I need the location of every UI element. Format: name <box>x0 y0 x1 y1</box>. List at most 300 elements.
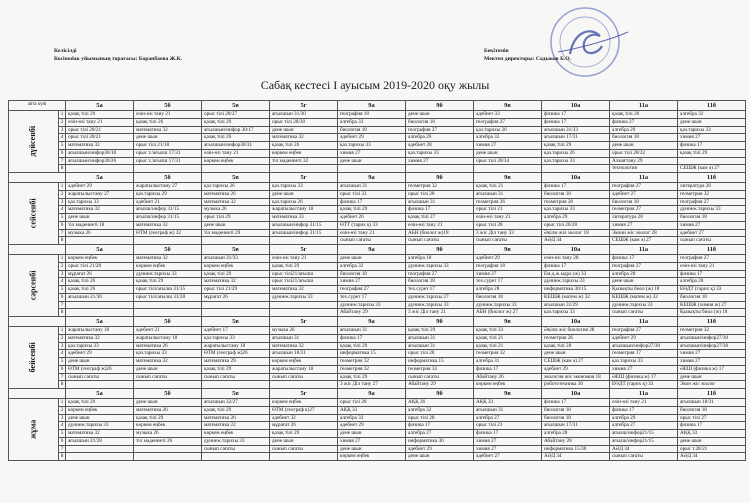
lesson-cell: ағылшын/инфор27/30 <box>678 334 746 342</box>
lesson-cell <box>134 165 202 173</box>
lesson-cell: математика 32 <box>66 142 134 150</box>
lesson-cell: физика 17 <box>610 255 678 263</box>
lesson-cell: дене шын <box>678 373 746 381</box>
lesson-cell: әдебиет 29 <box>406 445 474 453</box>
lesson-cell: алгебра 32 <box>338 262 406 270</box>
lesson-cell: жаратылыстану 18 <box>270 206 338 214</box>
class-header-9б: 9б <box>406 389 474 399</box>
weekday-label: сәрсенбі <box>28 270 38 300</box>
lesson-cell: химия 27 <box>406 157 474 165</box>
lesson-cell <box>134 309 202 317</box>
lesson-cell: физика 17 <box>338 334 406 342</box>
lesson-row <box>9 165 746 173</box>
lesson-number: 4 <box>59 278 66 286</box>
lesson-cell <box>338 165 406 173</box>
lesson-cell: дене шын <box>542 350 610 358</box>
class-header-row <box>9 101 746 111</box>
lesson-cell: математика 32 <box>134 358 202 366</box>
lesson-cell: дене шын <box>678 437 746 445</box>
lesson-cell: ағылшын/инфор30/18 <box>66 149 134 157</box>
class-header-5г: 5г <box>270 245 338 255</box>
class-header-row <box>9 173 746 183</box>
lesson-cell: қазақ тілі 29 <box>202 118 270 126</box>
lesson-number: 5 <box>59 214 66 222</box>
lesson-cell: орыс тілі 28/34 <box>474 157 542 165</box>
lesson-cell: ағылшын/инфор30/31 <box>202 142 270 150</box>
lesson-number: 5 <box>59 142 66 150</box>
lesson-cell: ӨТМ (географ ж) 32 <box>134 229 202 237</box>
lesson-cell: көркем еңбек <box>338 453 406 461</box>
lesson-cell: дүниеж.тарихы 33 <box>474 301 542 309</box>
lesson-cell: дене шын <box>270 437 338 445</box>
lesson-cell: ӘЕШ (физика ж) 17 <box>678 365 746 373</box>
lesson-cell <box>202 237 270 245</box>
lesson-cell: геометрия 32 <box>474 350 542 358</box>
lesson-cell: орыс тілі 28/21 <box>66 134 134 142</box>
class-header-5г: 5г <box>270 317 338 327</box>
lesson-cell <box>202 301 270 309</box>
lesson-cell: ағылшын/инфор 31/15 <box>270 221 338 229</box>
lesson-cell: география 27 <box>406 270 474 278</box>
lesson-cell: көркем еңбек <box>202 157 270 165</box>
lesson-cell: әдебиет 27 <box>678 229 746 237</box>
lesson-cell: физика 17 <box>474 430 542 438</box>
lesson-row <box>9 111 746 119</box>
lesson-cell: қазақ тілі 29 <box>338 342 406 350</box>
lesson-cell: геометрия 26 <box>474 198 542 206</box>
lesson-cell: ағылшын 31 <box>270 334 338 342</box>
lesson-cell: АҚҚ 26 <box>406 399 474 407</box>
lesson-cell: физика 17 <box>610 406 678 414</box>
lesson-cell: орыс тілі 28/21 <box>66 126 134 134</box>
lesson-cell: биология 18 <box>406 118 474 126</box>
lesson-cell: музыка 26 <box>134 430 202 438</box>
lesson-cell: Қызықты биол (ж) 18 <box>610 286 678 294</box>
lesson-cell: өзін-өзі тану 21 <box>474 214 542 222</box>
lesson-number: 7 <box>59 373 66 381</box>
lesson-cell: АӘД 34 <box>542 237 610 245</box>
lesson-cell: КЕШЖ (матем ж) 32 <box>542 293 610 301</box>
lesson-cell: ағылшын 31 <box>474 190 542 198</box>
lesson-cell: алгебра 32 <box>406 406 474 414</box>
lesson-number: 8 <box>59 165 66 173</box>
weekday-label: дүйсенбі <box>28 125 38 157</box>
lesson-cell: ағылшын/инфор 30/17 <box>202 126 270 134</box>
lesson-cell: биология 18 <box>338 126 406 134</box>
lesson-cell: геометрия 32 <box>338 358 406 366</box>
lesson-cell: орыс тілі 28 <box>406 190 474 198</box>
lesson-cell: Қызықты биол (ж) 18 <box>678 309 746 317</box>
lesson-cell: қазақ тілі 26 <box>202 134 270 142</box>
lesson-cell: қаз.тарихы 33 <box>338 142 406 150</box>
weekday-cell <box>9 255 59 317</box>
lesson-cell: дүниеж.тарихы 33 <box>134 270 202 278</box>
lesson-cell: ағылш/инфор 31/15 <box>134 206 202 214</box>
lesson-cell: биология 18 <box>610 198 678 206</box>
class-header-row <box>9 317 746 327</box>
lesson-cell: қазақ тілі 21 <box>474 342 542 350</box>
lesson-cell: сынып сағаты <box>338 237 406 245</box>
lesson-cell: орыс тілі 26/28 <box>542 221 610 229</box>
lesson-number: 3 <box>59 198 66 206</box>
lesson-cell: дене шын <box>202 221 270 229</box>
lesson-cell: көркем еңбек <box>474 381 542 389</box>
lesson-number: 3 <box>59 342 66 350</box>
lesson-cell: ағылшын/инфор 31/15 <box>270 229 338 237</box>
approve-label: Бекітемін <box>484 48 509 54</box>
lesson-cell: алгебра 33 <box>474 134 542 142</box>
lesson-cell: ағылш/инфор21/15 <box>610 430 678 438</box>
lesson-cell: ағылшын 31 <box>338 327 406 335</box>
lesson-cell: ағылшын 31 <box>406 342 474 350</box>
lesson-cell: әдебиет 32 <box>270 414 338 422</box>
lesson-cell: география 27 <box>610 262 678 270</box>
lesson-row <box>9 255 746 263</box>
lesson-cell: химия 27 <box>338 149 406 157</box>
lesson-cell: дене шын <box>270 190 338 198</box>
lesson-cell: жаратылыстану 18 <box>270 365 338 373</box>
lesson-cell: тех.сурет 17 <box>338 293 406 301</box>
lesson-number: 7 <box>59 301 66 309</box>
lesson-cell: алгебра 18 <box>406 255 474 263</box>
lesson-cell: ЕӨДТ (тарих қ) 33 <box>678 286 746 294</box>
lesson-cell: алгебра 28 <box>542 430 610 438</box>
lesson-cell: өзін-өзі тану 21 <box>270 255 338 263</box>
lesson-cell: АҚҚ 33 <box>678 430 746 438</box>
class-header-row <box>9 245 746 255</box>
lesson-cell: көркем еңбек <box>66 406 134 414</box>
lesson-number: 3 <box>59 270 66 278</box>
lesson-cell: биология 18 <box>542 190 610 198</box>
lesson-cell: химия 27 <box>474 445 542 453</box>
lesson-cell: АӘД 34 <box>542 453 610 461</box>
lesson-cell: геометрия 26 <box>542 334 610 342</box>
lesson-cell: қазақ тілі 29 <box>542 142 610 150</box>
lesson-cell: математика 32 <box>270 342 338 350</box>
lesson-cell <box>66 237 134 245</box>
lesson-cell: әдебиет 29 <box>66 183 134 191</box>
lesson-cell: қазақ тілі 29 <box>66 111 134 119</box>
lesson-cell: биология 18 <box>474 293 542 301</box>
lesson-number: 6 <box>59 221 66 229</box>
lesson-cell: химия 27 <box>474 142 542 150</box>
lesson-cell: геометрия 17 <box>610 350 678 358</box>
lesson-row <box>9 286 746 294</box>
lesson-cell <box>134 453 202 461</box>
lesson-cell: биология 18 <box>678 406 746 414</box>
lesson-cell: қазақ тілі 33 <box>474 327 542 335</box>
lesson-cell: көркем еңбек <box>202 430 270 438</box>
lesson-cell: қаз.тарихы 26 <box>474 126 542 134</box>
lesson-row <box>9 334 746 342</box>
lesson-cell: қазақ тілі 29 <box>338 206 406 214</box>
lesson-cell <box>134 301 202 309</box>
lesson-cell: әдебиет 21 <box>134 327 202 335</box>
lesson-row <box>9 270 746 278</box>
approval-block-right <box>484 47 571 63</box>
lesson-cell <box>66 445 134 453</box>
lesson-cell: ағылшын 17/31 <box>542 422 610 430</box>
lesson-cell: сынып сағаты <box>202 445 270 453</box>
lesson-cell: жаратылыстану 18 <box>134 334 202 342</box>
lesson-cell: дүниеж.тарихы 33 <box>270 293 338 301</box>
lesson-cell: ағылшын 32/27 <box>202 399 270 407</box>
lesson-cell: информатика 30 <box>406 437 474 445</box>
lesson-cell: сынып сағаты <box>610 309 678 317</box>
class-header-5в: 5в <box>202 173 270 183</box>
class-header-9а: 9а <box>338 389 406 399</box>
lesson-cell: Абайтану 26 <box>474 373 542 381</box>
lesson-cell: биология 18 <box>678 293 746 301</box>
class-header-11а: 11а <box>610 389 678 399</box>
lesson-cell: өзін-өзі тану 21 <box>610 399 678 407</box>
weekday-cell <box>9 183 59 245</box>
lesson-cell: орыс т./ағылш 17/31 <box>134 149 202 157</box>
lesson-cell: литература 28 <box>610 214 678 222</box>
lesson-cell: ӨТМ (географ ж)26 <box>202 350 270 358</box>
lesson-number: 1 <box>59 183 66 191</box>
class-header-10а: 10а <box>542 317 610 327</box>
lesson-number: 2 <box>59 262 66 270</box>
lesson-cell: литература 28 <box>678 183 746 191</box>
lesson-cell: физика 17 <box>678 422 746 430</box>
lesson-cell: ағылшын/инфор27/30 <box>610 342 678 350</box>
lesson-cell: сынып сағаты <box>270 373 338 381</box>
weekday-cell <box>9 327 59 389</box>
lesson-cell: музыка 26 <box>202 206 270 214</box>
lesson-cell: дене шын <box>66 414 134 422</box>
lesson-cell: география 27 <box>610 183 678 191</box>
lesson-cell: физика 17 <box>474 365 542 373</box>
lesson-cell: информатика 15 <box>406 358 474 366</box>
lesson-cell <box>270 381 338 389</box>
weekday-column-header <box>9 317 66 327</box>
lesson-number: 5 <box>59 286 66 294</box>
lesson-row <box>9 422 746 430</box>
school-seal-icon <box>540 2 630 82</box>
lesson-cell: қаз.тарихы 33 <box>202 334 270 342</box>
lesson-cell: геометрия 33 <box>406 365 474 373</box>
lesson-cell: геометрия 27 <box>610 206 678 214</box>
lesson-number: 7 <box>59 157 66 165</box>
lesson-cell: өзін-өзі тану 21 <box>134 111 202 119</box>
lesson-row <box>9 134 746 142</box>
lesson-cell: дене шын <box>406 453 474 461</box>
lesson-cell: дүниеж.тарихы 33 <box>678 206 746 214</box>
lesson-number: 4 <box>59 422 66 430</box>
agreed-label: Келісілді <box>54 48 77 54</box>
lesson-row <box>9 183 746 191</box>
lesson-cell: химия 27 <box>678 134 746 142</box>
lesson-cell: әдебиет 29 <box>338 422 406 430</box>
lesson-cell: әдебиет 27 <box>610 190 678 198</box>
weekday-cell <box>9 111 59 173</box>
lesson-cell: орыс тілі 29 <box>202 214 270 222</box>
lesson-cell: сынып сағаты <box>202 373 270 381</box>
lesson-cell: қаз.тарихы 26 <box>202 183 270 191</box>
lesson-cell: дене шын <box>338 430 406 438</box>
lesson-cell: химия 27 <box>610 221 678 229</box>
lesson-number: 7 <box>59 229 66 237</box>
lesson-row <box>9 278 746 286</box>
lesson-cell: физика 17 <box>338 198 406 206</box>
lesson-cell: орыс тілі21/ағылш <box>270 278 338 286</box>
class-header-10а: 10а <box>542 245 610 255</box>
lesson-cell: орыс тілі 28 <box>338 399 406 407</box>
class-header-5г: 5г <box>270 173 338 183</box>
lesson-cell: орыс тілі 21 <box>474 422 542 430</box>
lesson-cell: дене шын <box>678 118 746 126</box>
lesson-cell <box>542 165 610 173</box>
lesson-number: 8 <box>59 453 66 461</box>
lesson-cell: дене шын <box>66 214 134 222</box>
lesson-cell: химия 27 <box>338 437 406 445</box>
lesson-cell: физика 27 <box>610 118 678 126</box>
lesson-number: 3 <box>59 414 66 422</box>
lesson-cell: қаз.тарихы 33 <box>134 350 202 358</box>
lesson-cell: физика 17 <box>678 142 746 150</box>
lesson-cell: химия 27 <box>338 278 406 286</box>
lesson-number: 5 <box>59 358 66 366</box>
class-header-9б: 9б <box>406 173 474 183</box>
lesson-cell: көркем еңбек <box>270 358 338 366</box>
lesson-cell: дене шын <box>406 111 474 119</box>
lesson-cell: ағылшын 31/33 <box>542 126 610 134</box>
lesson-cell: математика 32 <box>270 134 338 142</box>
lesson-cell: математика 26 <box>134 406 202 414</box>
lesson-cell: география 27 <box>474 118 542 126</box>
lesson-cell: 3 жіс Діл тану 27 <box>338 381 406 389</box>
lesson-cell: ағылш/инфор21/15 <box>610 437 678 445</box>
lesson-cell: қаз.тарихы 33 <box>678 126 746 134</box>
lesson-cell: алгебра 32 <box>678 111 746 119</box>
lesson-cell: әдебиет 29 <box>542 365 610 373</box>
lesson-cell: геометрия 32 <box>338 365 406 373</box>
lesson-number: 8 <box>59 237 66 245</box>
lesson-cell: қазақ тілі 27 <box>406 214 474 222</box>
lesson-cell: қаз.тарихы 33 <box>542 309 610 317</box>
class-header-5б: 5б <box>134 245 202 255</box>
lesson-cell: математика 32 <box>202 278 270 286</box>
class-header-11а: 11а <box>610 317 678 327</box>
lesson-cell: қазақ тілі 21 <box>474 183 542 191</box>
lesson-row <box>9 206 746 214</box>
lesson-number: 4 <box>59 206 66 214</box>
lesson-cell: орыс тілі 33 <box>338 190 406 198</box>
lesson-cell: қаз.тарихы 33 <box>542 206 610 214</box>
lesson-cell: ағылшын 21/28 <box>66 437 134 445</box>
lesson-cell: тіл мәдениеті 32 <box>270 157 338 165</box>
lesson-cell: химия 27 <box>678 221 746 229</box>
lesson-cell: дене шын <box>338 157 406 165</box>
lesson-row <box>9 309 746 317</box>
lesson-cell: орыс тілі 28/32 <box>610 149 678 157</box>
lesson-cell: математика 32 <box>270 286 338 294</box>
lesson-cell: технология <box>610 165 678 173</box>
lesson-cell: биология 18 <box>542 406 610 414</box>
class-header-5б: 5б <box>134 101 202 111</box>
lesson-cell: математика 32 <box>202 198 270 206</box>
lesson-cell: математика 32 <box>66 430 134 438</box>
class-header-5в: 5в <box>202 245 270 255</box>
lesson-row <box>9 149 746 157</box>
weekday-cell <box>9 399 59 461</box>
lesson-row <box>9 301 746 309</box>
class-header-9в: 9в <box>474 389 542 399</box>
class-header-9в: 9в <box>474 317 542 327</box>
lesson-cell: Абайтану 29 <box>338 309 406 317</box>
lesson-cell: әдебиет 17 <box>202 327 270 335</box>
lesson-number: 6 <box>59 149 66 157</box>
lesson-cell: сынып сағаты <box>406 237 474 245</box>
lesson-cell: биология 18 <box>542 414 610 422</box>
lesson-row <box>9 399 746 407</box>
class-header-11б: 11б <box>678 389 746 399</box>
lesson-cell: қазақ тілі 29 <box>66 399 134 407</box>
lesson-cell <box>66 301 134 309</box>
lesson-cell: қазақ тілі 29 <box>678 149 746 157</box>
lesson-cell: дене шын <box>338 255 406 263</box>
lesson-cell: ӨТТ (тарих қ) 33 <box>338 221 406 229</box>
lesson-cell: мұрағат 26 <box>66 270 134 278</box>
lesson-number: 2 <box>59 406 66 414</box>
class-header-5а: 5а <box>66 317 134 327</box>
lesson-cell: ӨТМ (географ к)27 <box>270 406 338 414</box>
lesson-cell: Әкілм жіс биология 28 <box>542 327 610 335</box>
lesson-cell: орыс тілі 27 <box>678 414 746 422</box>
class-header-9б: 9б <box>406 317 474 327</box>
lesson-number: 8 <box>59 381 66 389</box>
lesson-cell: география 27 <box>610 327 678 335</box>
lesson-cell: АБН (биолог ж)18 <box>406 229 474 237</box>
lesson-cell: Әкілм жіл зоолог 18 <box>542 229 610 237</box>
lesson-cell: 3 жіс Діл тану 21 <box>406 309 474 317</box>
class-header-11б: 11б <box>678 101 746 111</box>
lesson-cell: өзін-өзі тану 21 <box>678 262 746 270</box>
lesson-cell: өзін-өзі тану 21 <box>66 118 134 126</box>
lesson-cell: дүниеж.тарихы 27 <box>406 293 474 301</box>
lesson-cell: орыс тілі 28 <box>406 350 474 358</box>
lesson-cell: қаз.тарихы 33 <box>66 342 134 350</box>
lesson-cell: физика 17 <box>542 183 610 191</box>
lesson-cell: математика 26 <box>202 190 270 198</box>
lesson-cell: дене шын <box>338 445 406 453</box>
lesson-cell: АҚҚ 33 <box>474 399 542 407</box>
lesson-cell: физика 17 <box>542 262 610 270</box>
lesson-cell: алгебра 29 <box>610 126 678 134</box>
class-header-5в: 5в <box>202 101 270 111</box>
lesson-cell: қазақ тілі 26 <box>66 278 134 286</box>
lesson-cell: математика 32 <box>66 206 134 214</box>
lesson-cell: алгебра 29 <box>542 214 610 222</box>
lesson-cell: ағылшын 21/30 <box>66 293 134 301</box>
lesson-row <box>9 190 746 198</box>
lesson-number: 1 <box>59 399 66 407</box>
lesson-cell: қаз.тарихы 26 <box>542 149 610 157</box>
lesson-cell <box>66 165 134 173</box>
lesson-cell: өзін-өзі тану 21 <box>338 229 406 237</box>
lesson-cell: орыс тілі 21/28 <box>66 262 134 270</box>
lesson-row <box>9 358 746 366</box>
lesson-cell: физика 17 <box>406 422 474 430</box>
lesson-cell: өзін-өзі тану 21 <box>202 149 270 157</box>
lesson-row <box>9 381 746 389</box>
lesson-number: 1 <box>59 255 66 263</box>
lesson-cell: АӘД 34 <box>678 453 746 461</box>
lesson-cell: КЕШЖ (химия ж) 27 <box>678 301 746 309</box>
lesson-cell: геометрия 32 <box>678 190 746 198</box>
lesson-cell: қазақ тілі 29 <box>202 365 270 373</box>
